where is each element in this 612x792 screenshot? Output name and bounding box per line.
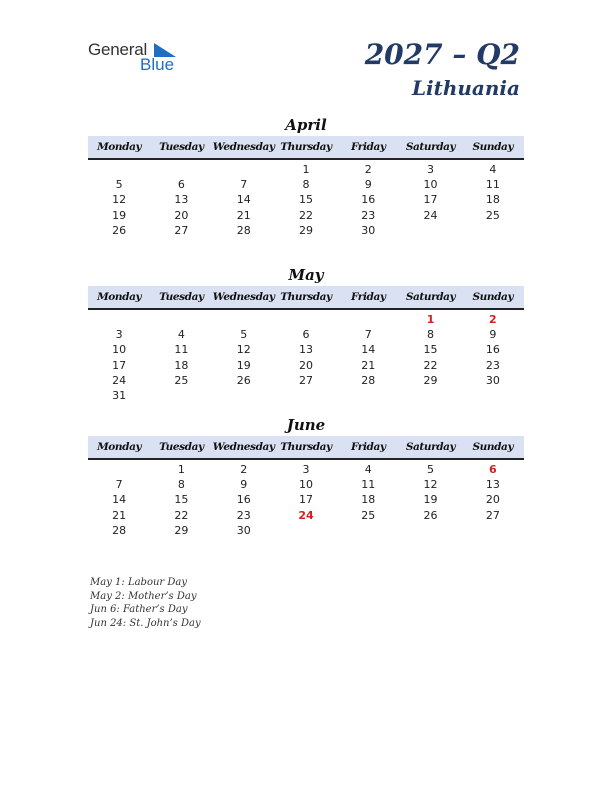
day-cell: 16 — [485, 343, 500, 357]
empty-day-cell — [150, 312, 212, 327]
weekday-label: Thursday — [280, 291, 332, 303]
day-cell: 16 — [361, 193, 376, 207]
day-cell: 26 — [423, 508, 438, 522]
day-cell: 18 — [485, 193, 500, 207]
day-cell: 18 — [174, 358, 189, 372]
week-row — [88, 388, 524, 403]
week-row — [88, 223, 524, 238]
week-row — [88, 508, 524, 523]
day-cell: 28 — [112, 523, 127, 537]
weekday-label: Monday — [97, 441, 142, 453]
day-cell: 28 — [236, 223, 251, 237]
holiday-note: May 1: Labour Day — [90, 577, 187, 588]
day-cell: 22 — [298, 208, 313, 222]
day-cell: 21 — [236, 208, 251, 222]
holiday-notes — [90, 576, 201, 630]
country-subtitle: Lithuania — [411, 76, 520, 100]
weekday-label: Wednesday — [212, 441, 275, 453]
day-cell: 19 — [236, 358, 251, 372]
weekday-label: Wednesday — [212, 291, 275, 303]
empty-day-cell — [213, 388, 275, 403]
day-cell: 3 — [427, 163, 435, 176]
day-cell: 8 — [302, 178, 310, 192]
day-cell: 21 — [112, 508, 127, 522]
weekday-label: Saturday — [405, 291, 456, 303]
day-cell: 10 — [298, 478, 313, 492]
day-cell: 31 — [112, 388, 127, 402]
day-cell: 21 — [361, 358, 376, 372]
day-cell: 2 — [364, 163, 372, 176]
week-row — [88, 327, 524, 342]
day-cell: 13 — [174, 193, 189, 207]
month-calendar-may — [88, 264, 524, 403]
month-calendar-april — [88, 114, 524, 238]
logo-text-blue: Blue — [140, 55, 175, 74]
empty-day-cell — [275, 312, 337, 327]
day-cell: 13 — [485, 478, 500, 492]
week-row — [88, 208, 524, 223]
logo-text-general: General — [88, 40, 148, 59]
day-cell: 23 — [361, 208, 376, 222]
week-row — [88, 162, 524, 177]
day-cell: 8 — [177, 478, 185, 492]
day-cell: 20 — [485, 493, 500, 507]
weekday-label: Tuesday — [159, 441, 204, 453]
empty-day-cell — [88, 462, 150, 477]
weekday-label: Sunday — [472, 141, 514, 153]
day-cell: 15 — [174, 493, 189, 507]
day-cell: 23 — [485, 358, 500, 372]
day-cell: 2 — [240, 463, 248, 476]
day-cell: 9 — [489, 328, 497, 342]
day-cell: 20 — [174, 208, 189, 222]
day-cell: 6 — [302, 328, 310, 342]
day-cell: 4 — [364, 463, 372, 476]
day-cell: 17 — [112, 358, 127, 372]
empty-day-cell — [88, 162, 150, 177]
weekday-label: Saturday — [405, 441, 456, 453]
day-cell: 10 — [112, 343, 127, 357]
weekday-label: Saturday — [405, 141, 456, 153]
empty-day-cell — [337, 312, 399, 327]
weekday-label: Thursday — [280, 141, 332, 153]
day-cell: 19 — [112, 208, 127, 222]
empty-day-cell — [213, 312, 275, 327]
day-cell: 24 — [112, 373, 127, 387]
week-row — [88, 342, 524, 357]
weekday-label: Friday — [350, 141, 386, 153]
day-cell: 22 — [174, 508, 189, 522]
day-cell: 14 — [112, 493, 127, 507]
month-name: April — [285, 116, 327, 134]
day-cell: 25 — [485, 208, 500, 222]
day-cell: 24 — [423, 208, 438, 222]
day-cell: 8 — [427, 328, 435, 342]
day-cell: 1 — [426, 313, 435, 326]
day-cell: 27 — [485, 508, 500, 522]
week-row — [88, 177, 524, 192]
weekday-label: Tuesday — [159, 291, 204, 303]
day-cell: 24 — [298, 508, 314, 522]
weekday-label: Sunday — [472, 441, 514, 453]
day-cell: 17 — [423, 193, 438, 207]
empty-day-cell — [462, 388, 524, 403]
day-cell: 16 — [236, 493, 251, 507]
day-cell: 14 — [361, 343, 376, 357]
day-cell: 5 — [240, 328, 248, 342]
day-cell: 28 — [361, 373, 376, 387]
day-cell: 18 — [361, 493, 376, 507]
day-cell: 20 — [298, 358, 313, 372]
empty-day-cell — [213, 162, 275, 177]
weekday-header — [88, 136, 524, 160]
month-name: May — [288, 266, 324, 284]
day-cell: 11 — [174, 343, 189, 357]
week-row — [88, 523, 524, 538]
day-cell: 26 — [112, 223, 127, 237]
day-cell: 29 — [174, 523, 189, 537]
weekday-label: Monday — [97, 291, 142, 303]
day-cell: 6 — [177, 178, 185, 192]
empty-day-cell — [399, 523, 461, 538]
day-cell: 19 — [423, 493, 438, 507]
day-cell: 30 — [361, 223, 376, 237]
holiday-note: May 2: Mother’s Day — [90, 590, 197, 602]
day-cell: 12 — [236, 343, 251, 357]
weekday-label: Tuesday — [159, 141, 204, 153]
week-row — [88, 477, 524, 492]
holiday-note: Jun 24: St. John’s Day — [90, 617, 201, 629]
logo-triangle-icon — [154, 43, 176, 57]
day-cell: 15 — [298, 193, 313, 207]
week-row — [88, 373, 524, 388]
weekday-label: Wednesday — [212, 141, 275, 153]
day-cell: 23 — [236, 508, 251, 522]
weekday-label: Friday — [350, 291, 386, 303]
day-cell: 22 — [423, 358, 438, 372]
day-cell: 3 — [115, 328, 123, 342]
month-calendar-june — [88, 414, 524, 538]
day-cell: 11 — [361, 478, 376, 492]
weekday-label: Sunday — [472, 291, 514, 303]
day-cell: 5 — [115, 178, 123, 192]
day-cell: 10 — [423, 178, 438, 192]
day-cell: 27 — [298, 373, 313, 387]
day-cell: 25 — [361, 508, 376, 522]
brand-logo — [88, 40, 188, 76]
day-cell: 7 — [115, 478, 123, 492]
empty-day-cell — [462, 223, 524, 238]
empty-day-cell — [150, 388, 212, 403]
day-cell: 7 — [364, 328, 372, 342]
day-cell: 2 — [489, 313, 497, 326]
page-title: 2027 – Q2 — [364, 38, 520, 71]
day-cell: 4 — [489, 163, 497, 176]
day-cell: 25 — [174, 373, 189, 387]
weekday-header — [88, 286, 524, 310]
day-cell: 1 — [302, 163, 310, 176]
month-name: June — [286, 416, 326, 434]
day-cell: 17 — [298, 493, 313, 507]
day-cell: 9 — [240, 478, 248, 492]
day-cell: 15 — [423, 343, 438, 357]
day-cell: 30 — [485, 373, 500, 387]
day-cell: 26 — [236, 373, 251, 387]
day-cell: 1 — [177, 463, 185, 476]
day-cell: 29 — [423, 373, 438, 387]
week-row — [88, 462, 524, 477]
day-cell: 11 — [485, 178, 500, 192]
empty-day-cell — [399, 223, 461, 238]
week-row — [88, 492, 524, 507]
day-cell: 3 — [302, 463, 310, 476]
day-cell: 5 — [427, 463, 435, 476]
day-cell: 14 — [236, 193, 251, 207]
day-cell: 4 — [177, 328, 185, 342]
week-row — [88, 192, 524, 207]
empty-day-cell — [399, 388, 461, 403]
empty-day-cell — [150, 162, 212, 177]
week-row — [88, 358, 524, 373]
weekday-label: Friday — [350, 441, 386, 453]
empty-day-cell — [462, 523, 524, 538]
week-row — [88, 312, 524, 327]
empty-day-cell — [337, 388, 399, 403]
day-cell: 13 — [298, 343, 313, 357]
day-cell: 27 — [174, 223, 189, 237]
day-cell: 29 — [298, 223, 313, 237]
empty-day-cell — [275, 523, 337, 538]
empty-day-cell — [88, 312, 150, 327]
weekday-label: Thursday — [280, 441, 332, 453]
empty-day-cell — [337, 523, 399, 538]
day-cell: 7 — [240, 178, 248, 192]
empty-day-cell — [275, 388, 337, 403]
day-cell: 30 — [236, 523, 251, 537]
day-cell: 12 — [112, 193, 127, 207]
day-cell: 6 — [489, 463, 497, 476]
weekday-label: Monday — [97, 141, 142, 153]
day-cell: 9 — [364, 178, 372, 192]
weekday-header — [88, 436, 524, 460]
day-cell: 12 — [423, 478, 438, 492]
holiday-note: Jun 6: Father’s Day — [90, 604, 188, 616]
